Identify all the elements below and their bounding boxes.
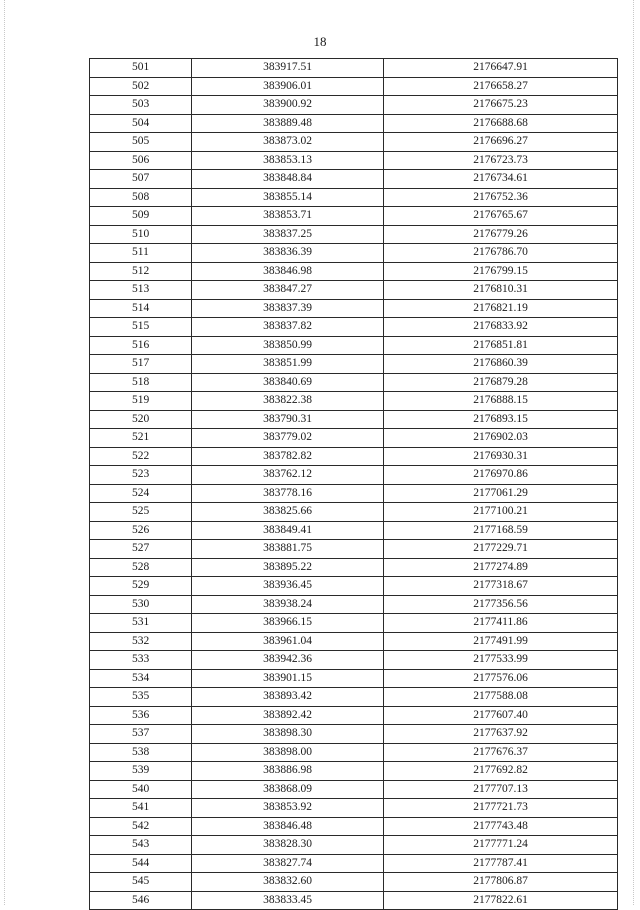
- point-number-cell: 505: [90, 133, 192, 152]
- y-coordinate-cell: 2176888.15: [384, 392, 618, 411]
- y-coordinate-cell: 2176658.27: [384, 77, 618, 96]
- table-row: [90, 891, 618, 910]
- y-coordinate-cell: 2177743.48: [384, 817, 618, 836]
- y-coordinate-cell: 2177637.92: [384, 725, 618, 744]
- point-number-cell: 532: [90, 632, 192, 651]
- y-coordinate-cell: 2177588.08: [384, 688, 618, 707]
- point-number-cell: 544: [90, 854, 192, 873]
- x-coordinate-cell: 383846.48: [192, 817, 384, 836]
- table-row: [90, 429, 618, 448]
- table-row: [90, 336, 618, 355]
- table-row: [90, 873, 618, 892]
- table-row: [90, 595, 618, 614]
- point-number-cell: 513: [90, 281, 192, 300]
- x-coordinate-cell: 383936.45: [192, 577, 384, 596]
- table-row: [90, 836, 618, 855]
- y-coordinate-cell: 2176893.15: [384, 410, 618, 429]
- table-row: [90, 651, 618, 670]
- point-number-cell: 521: [90, 429, 192, 448]
- y-coordinate-cell: 2176902.03: [384, 429, 618, 448]
- y-coordinate-cell: 2177061.29: [384, 484, 618, 503]
- table-row: [90, 466, 618, 485]
- point-number-cell: 511: [90, 244, 192, 263]
- x-coordinate-cell: 383942.36: [192, 651, 384, 670]
- table-row: [90, 59, 618, 78]
- table-row: [90, 540, 618, 559]
- point-number-cell: 509: [90, 207, 192, 226]
- x-coordinate-cell: 383779.02: [192, 429, 384, 448]
- point-number-cell: 527: [90, 540, 192, 559]
- point-number-cell: 515: [90, 318, 192, 337]
- point-number-cell: 528: [90, 558, 192, 577]
- point-number-cell: 504: [90, 114, 192, 133]
- point-number-cell: 520: [90, 410, 192, 429]
- x-coordinate-cell: 383827.74: [192, 854, 384, 873]
- y-coordinate-cell: 2176930.31: [384, 447, 618, 466]
- point-number-cell: 510: [90, 225, 192, 244]
- x-coordinate-cell: 383966.15: [192, 614, 384, 633]
- y-coordinate-cell: 2176734.61: [384, 170, 618, 189]
- point-number-cell: 518: [90, 373, 192, 392]
- table-row: [90, 503, 618, 522]
- x-coordinate-cell: 383901.15: [192, 669, 384, 688]
- table-row: [90, 725, 618, 744]
- x-coordinate-cell: 383892.42: [192, 706, 384, 725]
- table-row: [90, 762, 618, 781]
- y-coordinate-cell: 2177100.21: [384, 503, 618, 522]
- y-coordinate-cell: 2177676.37: [384, 743, 618, 762]
- point-number-cell: 516: [90, 336, 192, 355]
- point-number-cell: 502: [90, 77, 192, 96]
- table-row: [90, 114, 618, 133]
- table-row: [90, 355, 618, 374]
- x-coordinate-cell: 383853.71: [192, 207, 384, 226]
- table-row: [90, 207, 618, 226]
- table-row: [90, 521, 618, 540]
- y-coordinate-cell: 2177491.99: [384, 632, 618, 651]
- point-number-cell: 535: [90, 688, 192, 707]
- x-coordinate-cell: 383906.01: [192, 77, 384, 96]
- table-row: [90, 392, 618, 411]
- point-number-cell: 539: [90, 762, 192, 781]
- point-number-cell: 536: [90, 706, 192, 725]
- x-coordinate-cell: 383833.45: [192, 891, 384, 910]
- point-number-cell: 534: [90, 669, 192, 688]
- y-coordinate-cell: 2177411.86: [384, 614, 618, 633]
- y-coordinate-cell: 2176688.68: [384, 114, 618, 133]
- x-coordinate-cell: 383873.02: [192, 133, 384, 152]
- table-row: [90, 743, 618, 762]
- x-coordinate-cell: 383853.13: [192, 151, 384, 170]
- table-row: [90, 244, 618, 263]
- table-row: [90, 188, 618, 207]
- x-coordinate-cell: 383825.66: [192, 503, 384, 522]
- x-coordinate-cell: 383762.12: [192, 466, 384, 485]
- coordinate-table: [89, 58, 618, 910]
- y-coordinate-cell: 2176752.36: [384, 188, 618, 207]
- x-coordinate-cell: 383886.98: [192, 762, 384, 781]
- table-row: [90, 688, 618, 707]
- x-coordinate-cell: 383846.98: [192, 262, 384, 281]
- coordinate-table-body: [90, 59, 618, 910]
- x-coordinate-cell: 383828.30: [192, 836, 384, 855]
- y-coordinate-cell: 2176723.73: [384, 151, 618, 170]
- y-coordinate-cell: 2176879.28: [384, 373, 618, 392]
- x-coordinate-cell: 383868.09: [192, 780, 384, 799]
- x-coordinate-cell: 383836.39: [192, 244, 384, 263]
- table-row: [90, 780, 618, 799]
- y-coordinate-cell: 2176647.91: [384, 59, 618, 78]
- table-row: [90, 133, 618, 152]
- point-number-cell: 541: [90, 799, 192, 818]
- table-row: [90, 817, 618, 836]
- table-row: [90, 410, 618, 429]
- point-number-cell: 545: [90, 873, 192, 892]
- x-coordinate-cell: 383782.82: [192, 447, 384, 466]
- page-edge-right: [633, 0, 634, 905]
- table-row: [90, 373, 618, 392]
- point-number-cell: 508: [90, 188, 192, 207]
- y-coordinate-cell: 2177576.06: [384, 669, 618, 688]
- x-coordinate-cell: 383889.48: [192, 114, 384, 133]
- point-number-cell: 522: [90, 447, 192, 466]
- table-row: [90, 558, 618, 577]
- y-coordinate-cell: 2176821.19: [384, 299, 618, 318]
- y-coordinate-cell: 2177533.99: [384, 651, 618, 670]
- point-number-cell: 517: [90, 355, 192, 374]
- y-coordinate-cell: 2177318.67: [384, 577, 618, 596]
- x-coordinate-cell: 383855.14: [192, 188, 384, 207]
- point-number-cell: 531: [90, 614, 192, 633]
- table-row: [90, 299, 618, 318]
- y-coordinate-cell: 2177771.24: [384, 836, 618, 855]
- point-number-cell: 542: [90, 817, 192, 836]
- y-coordinate-cell: 2177229.71: [384, 540, 618, 559]
- y-coordinate-cell: 2177707.13: [384, 780, 618, 799]
- x-coordinate-cell: 383851.99: [192, 355, 384, 374]
- point-number-cell: 540: [90, 780, 192, 799]
- point-number-cell: 523: [90, 466, 192, 485]
- x-coordinate-cell: 383898.30: [192, 725, 384, 744]
- y-coordinate-cell: 2176696.27: [384, 133, 618, 152]
- table-row: [90, 577, 618, 596]
- table-row: [90, 854, 618, 873]
- table-row: [90, 96, 618, 115]
- point-number-cell: 543: [90, 836, 192, 855]
- point-number-cell: 529: [90, 577, 192, 596]
- x-coordinate-cell: 383895.22: [192, 558, 384, 577]
- table-row: [90, 318, 618, 337]
- point-number-cell: 501: [90, 59, 192, 78]
- y-coordinate-cell: 2176833.92: [384, 318, 618, 337]
- x-coordinate-cell: 383832.60: [192, 873, 384, 892]
- y-coordinate-cell: 2176851.81: [384, 336, 618, 355]
- x-coordinate-cell: 383881.75: [192, 540, 384, 559]
- table-row: [90, 706, 618, 725]
- point-number-cell: 525: [90, 503, 192, 522]
- x-coordinate-cell: 383961.04: [192, 632, 384, 651]
- y-coordinate-cell: 2176860.39: [384, 355, 618, 374]
- x-coordinate-cell: 383778.16: [192, 484, 384, 503]
- x-coordinate-cell: 383837.82: [192, 318, 384, 337]
- x-coordinate-cell: 383850.99: [192, 336, 384, 355]
- y-coordinate-cell: 2176970.86: [384, 466, 618, 485]
- point-number-cell: 537: [90, 725, 192, 744]
- table-row: [90, 151, 618, 170]
- x-coordinate-cell: 383938.24: [192, 595, 384, 614]
- x-coordinate-cell: 383917.51: [192, 59, 384, 78]
- y-coordinate-cell: 2176779.26: [384, 225, 618, 244]
- x-coordinate-cell: 383893.42: [192, 688, 384, 707]
- x-coordinate-cell: 383847.27: [192, 281, 384, 300]
- y-coordinate-cell: 2177822.61: [384, 891, 618, 910]
- y-coordinate-cell: 2177168.59: [384, 521, 618, 540]
- point-number-cell: 546: [90, 891, 192, 910]
- x-coordinate-cell: 383898.00: [192, 743, 384, 762]
- table-row: [90, 799, 618, 818]
- point-number-cell: 507: [90, 170, 192, 189]
- x-coordinate-cell: 383849.41: [192, 521, 384, 540]
- point-number-cell: 530: [90, 595, 192, 614]
- point-number-cell: 514: [90, 299, 192, 318]
- y-coordinate-cell: 2176675.23: [384, 96, 618, 115]
- table-row: [90, 170, 618, 189]
- table-row: [90, 225, 618, 244]
- x-coordinate-cell: 383900.92: [192, 96, 384, 115]
- x-coordinate-cell: 383837.39: [192, 299, 384, 318]
- y-coordinate-cell: 2176799.15: [384, 262, 618, 281]
- point-number-cell: 506: [90, 151, 192, 170]
- x-coordinate-cell: 383840.69: [192, 373, 384, 392]
- table-row: [90, 614, 618, 633]
- table-row: [90, 77, 618, 96]
- table-row: [90, 262, 618, 281]
- y-coordinate-cell: 2177356.56: [384, 595, 618, 614]
- x-coordinate-cell: 383848.84: [192, 170, 384, 189]
- point-number-cell: 538: [90, 743, 192, 762]
- y-coordinate-cell: 2176765.67: [384, 207, 618, 226]
- table-row: [90, 281, 618, 300]
- table-row: [90, 632, 618, 651]
- y-coordinate-cell: 2176810.31: [384, 281, 618, 300]
- table-row: [90, 669, 618, 688]
- x-coordinate-cell: 383853.92: [192, 799, 384, 818]
- point-number-cell: 519: [90, 392, 192, 411]
- y-coordinate-cell: 2177787.41: [384, 854, 618, 873]
- y-coordinate-cell: 2177721.73: [384, 799, 618, 818]
- y-coordinate-cell: 2177806.87: [384, 873, 618, 892]
- point-number-cell: 512: [90, 262, 192, 281]
- y-coordinate-cell: 2177274.89: [384, 558, 618, 577]
- x-coordinate-cell: 383822.38: [192, 392, 384, 411]
- y-coordinate-cell: 2177607.40: [384, 706, 618, 725]
- page-edge-left: [4, 0, 5, 905]
- x-coordinate-cell: 383790.31: [192, 410, 384, 429]
- y-coordinate-cell: 2177692.82: [384, 762, 618, 781]
- table-row: [90, 484, 618, 503]
- point-number-cell: 533: [90, 651, 192, 670]
- x-coordinate-cell: 383837.25: [192, 225, 384, 244]
- page-number: 18: [313, 34, 327, 49]
- table-row: [90, 447, 618, 466]
- point-number-cell: 524: [90, 484, 192, 503]
- point-number-cell: 503: [90, 96, 192, 115]
- point-number-cell: 526: [90, 521, 192, 540]
- y-coordinate-cell: 2176786.70: [384, 244, 618, 263]
